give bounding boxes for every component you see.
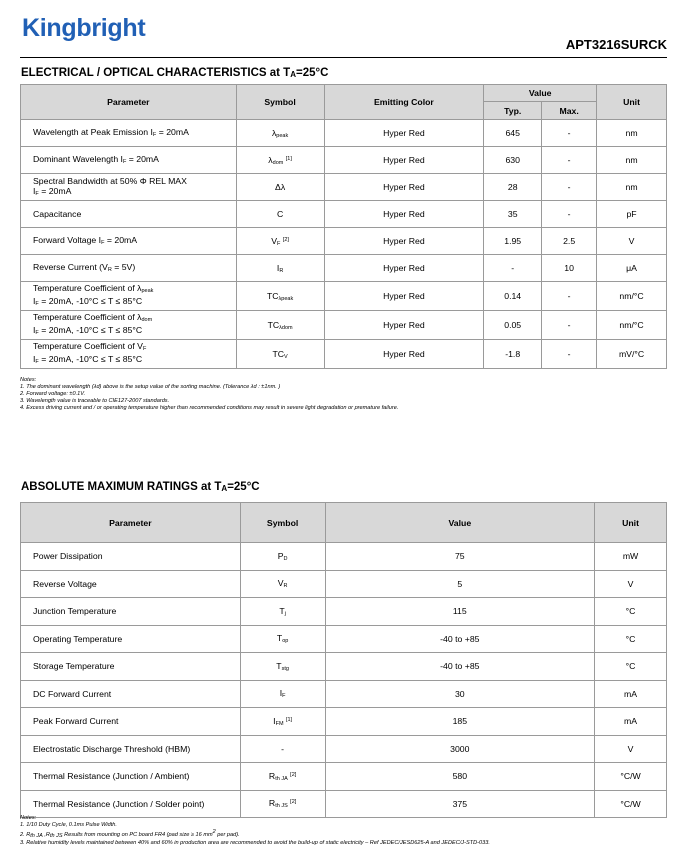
note-line: 4. Excess driving current and / or operating temperature higher than recommended conditions may result in severe light degradation or premature failure. <box>20 405 399 411</box>
unit-cell: nm/°C <box>597 311 667 340</box>
electrical-notes <box>20 377 398 412</box>
symbol-cell: $T_j$ <box>240 598 325 626</box>
symbol-cell: $\lambda_{dom}$ [1] <box>236 147 324 174</box>
parameter-cell: Junction Temperature <box>21 598 241 626</box>
table-row <box>21 282 667 311</box>
note-line: 3. Relative humidity levels maintained between 40% and 60% in production area are recommended to avoid the build-up of static electricity – Ref JEDEC/JESD625-A and JEDEC/J-STD-033. <box>20 840 490 846</box>
note-line: 1. The dominant wavelength (λd) above is the setup value of the sorting machine. (Tolerance λd : ±1nm. ) <box>20 384 281 390</box>
header-unit: Unit <box>597 85 667 120</box>
symbol-cell: $T_{stg}$ <box>240 653 325 681</box>
note-line: Notes: <box>20 815 37 821</box>
parameter-cell: Temperature Coefficient of $\lambda_{dom}$ $I_F = 20mA$, -10°C ≤ T ≤ 85°C <box>21 311 237 340</box>
symbol-cell: $P_D$ <box>240 543 325 571</box>
unit-cell: °C <box>595 598 667 626</box>
value-cell: 375 <box>325 790 595 818</box>
value-cell: 75 <box>325 543 595 571</box>
unit-cell: nm <box>597 147 667 174</box>
header-max: Max. <box>542 102 597 120</box>
symbol-cell: $T_{op}$ <box>240 625 325 653</box>
unit-cell: °C/W <box>595 763 667 791</box>
symbol-cell: $V_R$ <box>240 570 325 598</box>
parameter-cell: Power Dissipation <box>21 543 241 571</box>
symbol-cell: $\lambda_{peak}$ <box>236 120 324 147</box>
typ-value-cell: - <box>484 255 542 282</box>
parameter-cell: Spectral Bandwidth at 50% Φ REL MAX $I_F = 20mA$ <box>21 174 237 201</box>
parameter-cell: DC Forward Current <box>21 680 241 708</box>
unit-cell: °C/W <box>595 790 667 818</box>
table-row <box>21 543 667 571</box>
note-line: Notes: <box>20 377 37 383</box>
max-value-cell: - <box>542 174 597 201</box>
table-row <box>21 735 667 763</box>
max-value-cell: - <box>542 147 597 174</box>
symbol-cell: $TC_{\lambda dom}$ <box>236 311 324 340</box>
parameter-cell: Peak Forward Current <box>21 708 241 736</box>
header-parameter: Parameter <box>21 503 241 543</box>
header-value: Value <box>325 503 595 543</box>
brand-logo: Kingbright <box>22 14 146 42</box>
unit-cell: V <box>595 735 667 763</box>
header-symbol: Symbol <box>236 85 324 120</box>
part-number: APT3216SURCK <box>565 37 667 52</box>
table-row <box>21 174 667 201</box>
unit-cell: V <box>597 228 667 255</box>
symbol-cell: $TC_{\lambda peak}$ <box>236 282 324 311</box>
max-value-cell: - <box>542 120 597 147</box>
max-value-cell: - <box>542 201 597 228</box>
header-unit: Unit <box>595 503 667 543</box>
typ-value-cell: 35 <box>484 201 542 228</box>
value-cell: -40 to +85 <box>325 653 595 681</box>
parameter-cell: Temperature Coefficient of $\lambda_{peak}$ $I_F = 20mA$, -10°C ≤ T ≤ 85°C <box>21 282 237 311</box>
table-row <box>21 255 667 282</box>
unit-cell: μA <box>597 255 667 282</box>
emitting-color-cell: Hyper Red <box>324 147 484 174</box>
header-emitting-color: Emitting Color <box>324 85 484 120</box>
emitting-color-cell: Hyper Red <box>324 174 484 201</box>
typ-value-cell: 28 <box>484 174 542 201</box>
symbol-cell: $R_{th JS}$ [2] <box>240 790 325 818</box>
table-row <box>21 120 667 147</box>
table-row <box>21 790 667 818</box>
table-row <box>21 570 667 598</box>
value-cell: 115 <box>325 598 595 626</box>
parameter-cell: Storage Temperature <box>21 653 241 681</box>
unit-cell: nm <box>597 174 667 201</box>
electrical-section-title: ELECTRICAL / OPTICAL CHARACTERISTICS at $T_A=25^\circ C$ <box>21 67 329 79</box>
table-row <box>21 708 667 736</box>
max-value-cell: 10 <box>542 255 597 282</box>
header-symbol: Symbol <box>240 503 325 543</box>
electrical-characteristics-table <box>20 84 667 369</box>
note-line: 3. Wavelength value is traceable to CIE127-2007 standards. <box>20 398 170 404</box>
symbol-cell: $I_R$ <box>236 255 324 282</box>
table-row <box>21 598 667 626</box>
symbol-cell: - <box>240 735 325 763</box>
unit-cell: nm <box>597 120 667 147</box>
value-cell: 3000 <box>325 735 595 763</box>
parameter-cell: Thermal Resistance (Junction / Ambient) <box>21 763 241 791</box>
parameter-cell: Forward Voltage $I_F = 20mA$ <box>21 228 237 255</box>
value-cell: -40 to +85 <box>325 625 595 653</box>
max-value-cell: - <box>542 311 597 340</box>
unit-cell: mA <box>595 680 667 708</box>
parameter-cell: Temperature Coefficient of $V_F$ $I_F = 20mA$, -10°C ≤ T ≤ 85°C <box>21 340 237 369</box>
typ-value-cell: 0.14 <box>484 282 542 311</box>
parameter-cell: Dominant Wavelength $I_F = 20mA$ <box>21 147 237 174</box>
value-cell: 5 <box>325 570 595 598</box>
header-divider <box>20 57 667 58</box>
table-row <box>21 653 667 681</box>
unit-cell: mA <box>595 708 667 736</box>
typ-value-cell: 645 <box>484 120 542 147</box>
table-row <box>21 201 667 228</box>
emitting-color-cell: Hyper Red <box>324 228 484 255</box>
unit-cell: °C <box>595 625 667 653</box>
value-cell: 30 <box>325 680 595 708</box>
symbol-cell: $V_F$ [2] <box>236 228 324 255</box>
absolute-ratings-table <box>20 502 667 818</box>
unit-cell: V <box>595 570 667 598</box>
table-row <box>21 340 667 369</box>
value-cell: 580 <box>325 763 595 791</box>
table-row <box>21 625 667 653</box>
max-value-cell: - <box>542 340 597 369</box>
emitting-color-cell: Hyper Red <box>324 120 484 147</box>
unit-cell: mV/°C <box>597 340 667 369</box>
parameter-cell: Reverse Voltage <box>21 570 241 598</box>
absolute-notes <box>20 815 490 847</box>
unit-cell: mW <box>595 543 667 571</box>
table-row <box>21 680 667 708</box>
emitting-color-cell: Hyper Red <box>324 282 484 311</box>
note-line: 2. Forward voltage: ±0.1V. <box>20 391 86 397</box>
unit-cell: nm/°C <box>597 282 667 311</box>
emitting-color-cell: Hyper Red <box>324 255 484 282</box>
header-typ: Typ. <box>484 102 542 120</box>
parameter-cell: Thermal Resistance (Junction / Solder point) <box>21 790 241 818</box>
header-parameter: Parameter <box>21 85 237 120</box>
parameter-cell: Electrostatic Discharge Threshold (HBM) <box>21 735 241 763</box>
table-row <box>21 228 667 255</box>
emitting-color-cell: Hyper Red <box>324 201 484 228</box>
typ-value-cell: 0.05 <box>484 311 542 340</box>
table-row <box>21 147 667 174</box>
note-line: 1. 1/10 Duty Cycle, 0.1ms Pulse Width. <box>20 822 117 828</box>
table-row <box>21 311 667 340</box>
parameter-cell: Wavelength at Peak Emission $I_F = 20mA$ <box>21 120 237 147</box>
symbol-cell: $I_F$ <box>240 680 325 708</box>
parameter-cell: Reverse Current $(V_R = 5V)$ <box>21 255 237 282</box>
absolute-section-title: ABSOLUTE MAXIMUM RATINGS at $T_A=25^\circ C$ <box>21 481 260 493</box>
table-row <box>21 763 667 791</box>
typ-value-cell: 630 <box>484 147 542 174</box>
parameter-cell: Operating Temperature <box>21 625 241 653</box>
typ-value-cell: -1.8 <box>484 340 542 369</box>
unit-cell: pF <box>597 201 667 228</box>
emitting-color-cell: Hyper Red <box>324 311 484 340</box>
symbol-cell: $R_{th JA}$ [2] <box>240 763 325 791</box>
symbol-cell: C <box>236 201 324 228</box>
header-value: Value <box>484 85 597 102</box>
emitting-color-cell: Hyper Red <box>324 340 484 369</box>
note-line: 2. $R_{th JA}$ $,R_{th JS}$ Results from mounting on PC board FR4 (pad size ≥ 16 $mm^2$ per pad). <box>20 829 240 839</box>
symbol-cell: $I_{FM}$ [1] <box>240 708 325 736</box>
parameter-cell: Capacitance <box>21 201 237 228</box>
typ-value-cell: 1.95 <box>484 228 542 255</box>
symbol-cell: Δλ <box>236 174 324 201</box>
max-value-cell: 2.5 <box>542 228 597 255</box>
value-cell: 185 <box>325 708 595 736</box>
max-value-cell: - <box>542 282 597 311</box>
symbol-cell: $TC_V$ <box>236 340 324 369</box>
unit-cell: °C <box>595 653 667 681</box>
